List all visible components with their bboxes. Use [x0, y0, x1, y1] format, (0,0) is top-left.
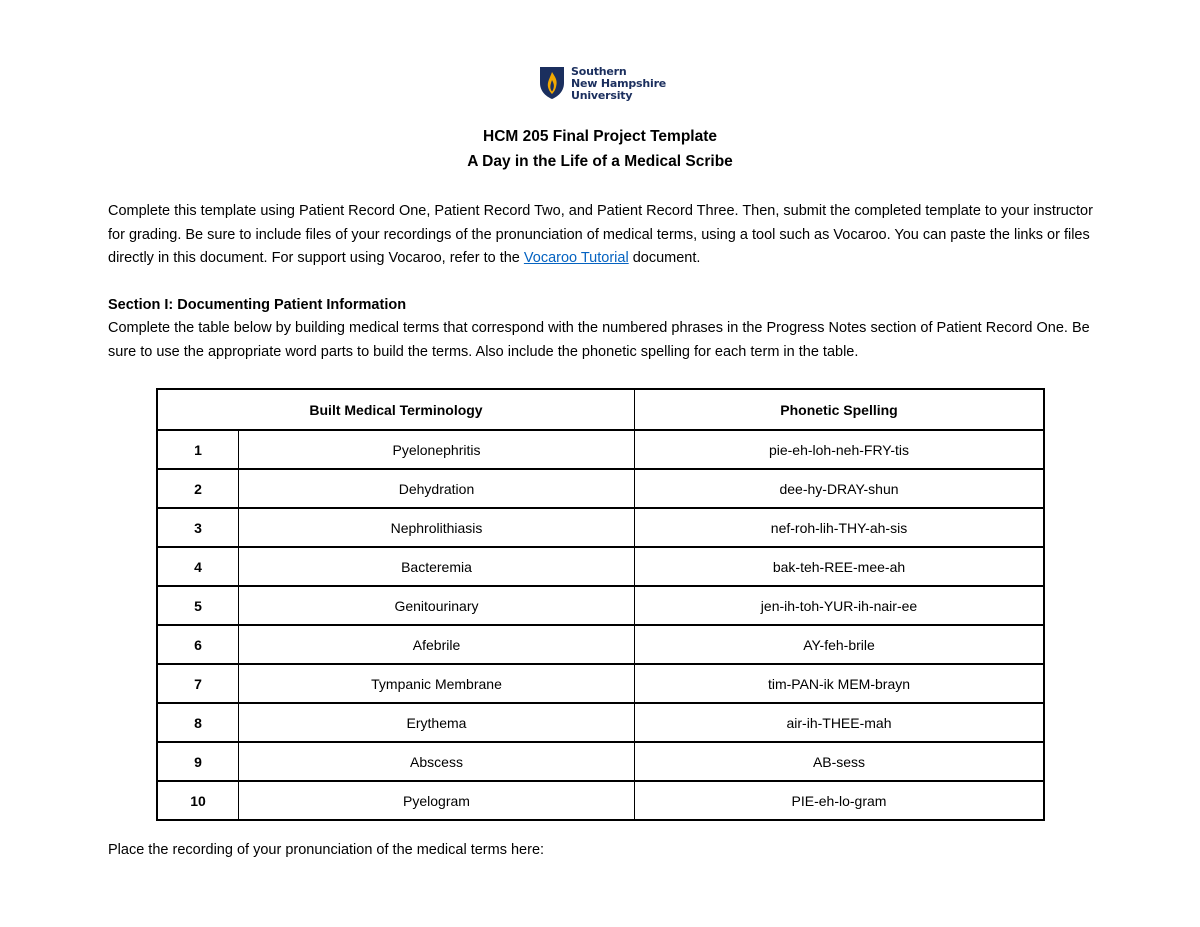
phonetic-cell[interactable]: AY-feh-brile — [635, 625, 1045, 664]
logo-line-2: New Hampshire — [571, 77, 667, 90]
university-logo — [539, 66, 666, 102]
row-number: 2 — [157, 469, 239, 508]
phonetic-cell[interactable]: dee-hy-DRAY-shun — [635, 469, 1045, 508]
shield-flame-icon — [539, 66, 565, 100]
term-cell[interactable]: Nephrolithiasis — [239, 508, 635, 547]
row-number: 3 — [157, 508, 239, 547]
table-row — [157, 742, 1044, 781]
table-row — [157, 547, 1044, 586]
term-cell[interactable]: Pyelonephritis — [239, 430, 635, 469]
phonetic-cell[interactable]: bak-teh-REE-mee-ah — [635, 547, 1045, 586]
term-cell[interactable]: Tympanic Membrane — [239, 664, 635, 703]
logo-line-3: University — [571, 89, 633, 102]
row-number: 10 — [157, 781, 239, 820]
phonetic-cell[interactable]: PIE-eh-lo-gram — [635, 781, 1045, 820]
row-number: 4 — [157, 547, 239, 586]
table-header-row — [157, 389, 1044, 430]
row-number: 1 — [157, 430, 239, 469]
term-cell[interactable]: Erythema — [239, 703, 635, 742]
table-row — [157, 625, 1044, 664]
table-row — [157, 430, 1044, 469]
phonetic-cell[interactable]: tim-PAN-ik MEM-brayn — [635, 664, 1045, 703]
table-row — [157, 586, 1044, 625]
logo-line-1: Southern — [571, 65, 627, 78]
table-row — [157, 508, 1044, 547]
page-title: HCM 205 Final Project Template — [483, 128, 717, 145]
recording-prompt: Place the recording of your pronunciation of the medical terms here: — [108, 842, 545, 858]
phonetic-cell[interactable]: air-ih-THEE-mah — [635, 703, 1045, 742]
section-heading: Section I: Documenting Patient Information — [108, 297, 407, 313]
phonetic-cell[interactable]: nef-roh-lih-THY-ah-sis — [635, 508, 1045, 547]
row-number: 7 — [157, 664, 239, 703]
intro-text-end: document. — [628, 250, 701, 266]
header-phonetic-spelling: Phonetic Spelling — [635, 389, 1045, 430]
logo-wordmark — [571, 66, 666, 102]
table-row — [157, 469, 1044, 508]
phonetic-cell[interactable]: jen-ih-toh-YUR-ih-nair-ee — [635, 586, 1045, 625]
row-number: 5 — [157, 586, 239, 625]
vocaroo-tutorial-link[interactable]: Vocaroo Tutorial — [523, 250, 629, 266]
row-number: 8 — [157, 703, 239, 742]
section-instructions: Complete the table below by building medical terms that correspond with the numbered phrases in the Progress Notes section of Patient Record One. Be sure to use the appropriate word parts to build the terms. Also include the phonetic spelling for each term in the table. — [108, 320, 1090, 360]
phonetic-cell[interactable]: pie-eh-loh-neh-FRY-tis — [635, 430, 1045, 469]
term-cell[interactable]: Pyelogram — [239, 781, 635, 820]
intro-text: Complete this template using Patient Record One, Patient Record Two, and Patient Record Three. Then, submit the completed template to your instructor for grading. Be sure to include files of your recordings of the pronunciation of medical terms, using a tool such as Vocaroo. You can paste the links or files directly in this document. For support using Vocaroo, refer to the — [108, 203, 1093, 266]
term-cell[interactable]: Afebrile — [239, 625, 635, 664]
term-cell[interactable]: Bacteremia — [239, 547, 635, 586]
page-subtitle: A Day in the Life of a Medical Scribe — [467, 153, 733, 170]
row-number: 9 — [157, 742, 239, 781]
table-row — [157, 781, 1044, 820]
header-built-terminology: Built Medical Terminology — [157, 389, 635, 430]
row-number: 6 — [157, 625, 239, 664]
table-row — [157, 664, 1044, 703]
terms-table — [156, 388, 1045, 821]
term-cell[interactable]: Genitourinary — [239, 586, 635, 625]
table-row — [157, 703, 1044, 742]
intro-paragraph — [108, 200, 1098, 271]
phonetic-cell[interactable]: AB-sess — [635, 742, 1045, 781]
term-cell[interactable]: Dehydration — [239, 469, 635, 508]
term-cell[interactable]: Abscess — [239, 742, 635, 781]
